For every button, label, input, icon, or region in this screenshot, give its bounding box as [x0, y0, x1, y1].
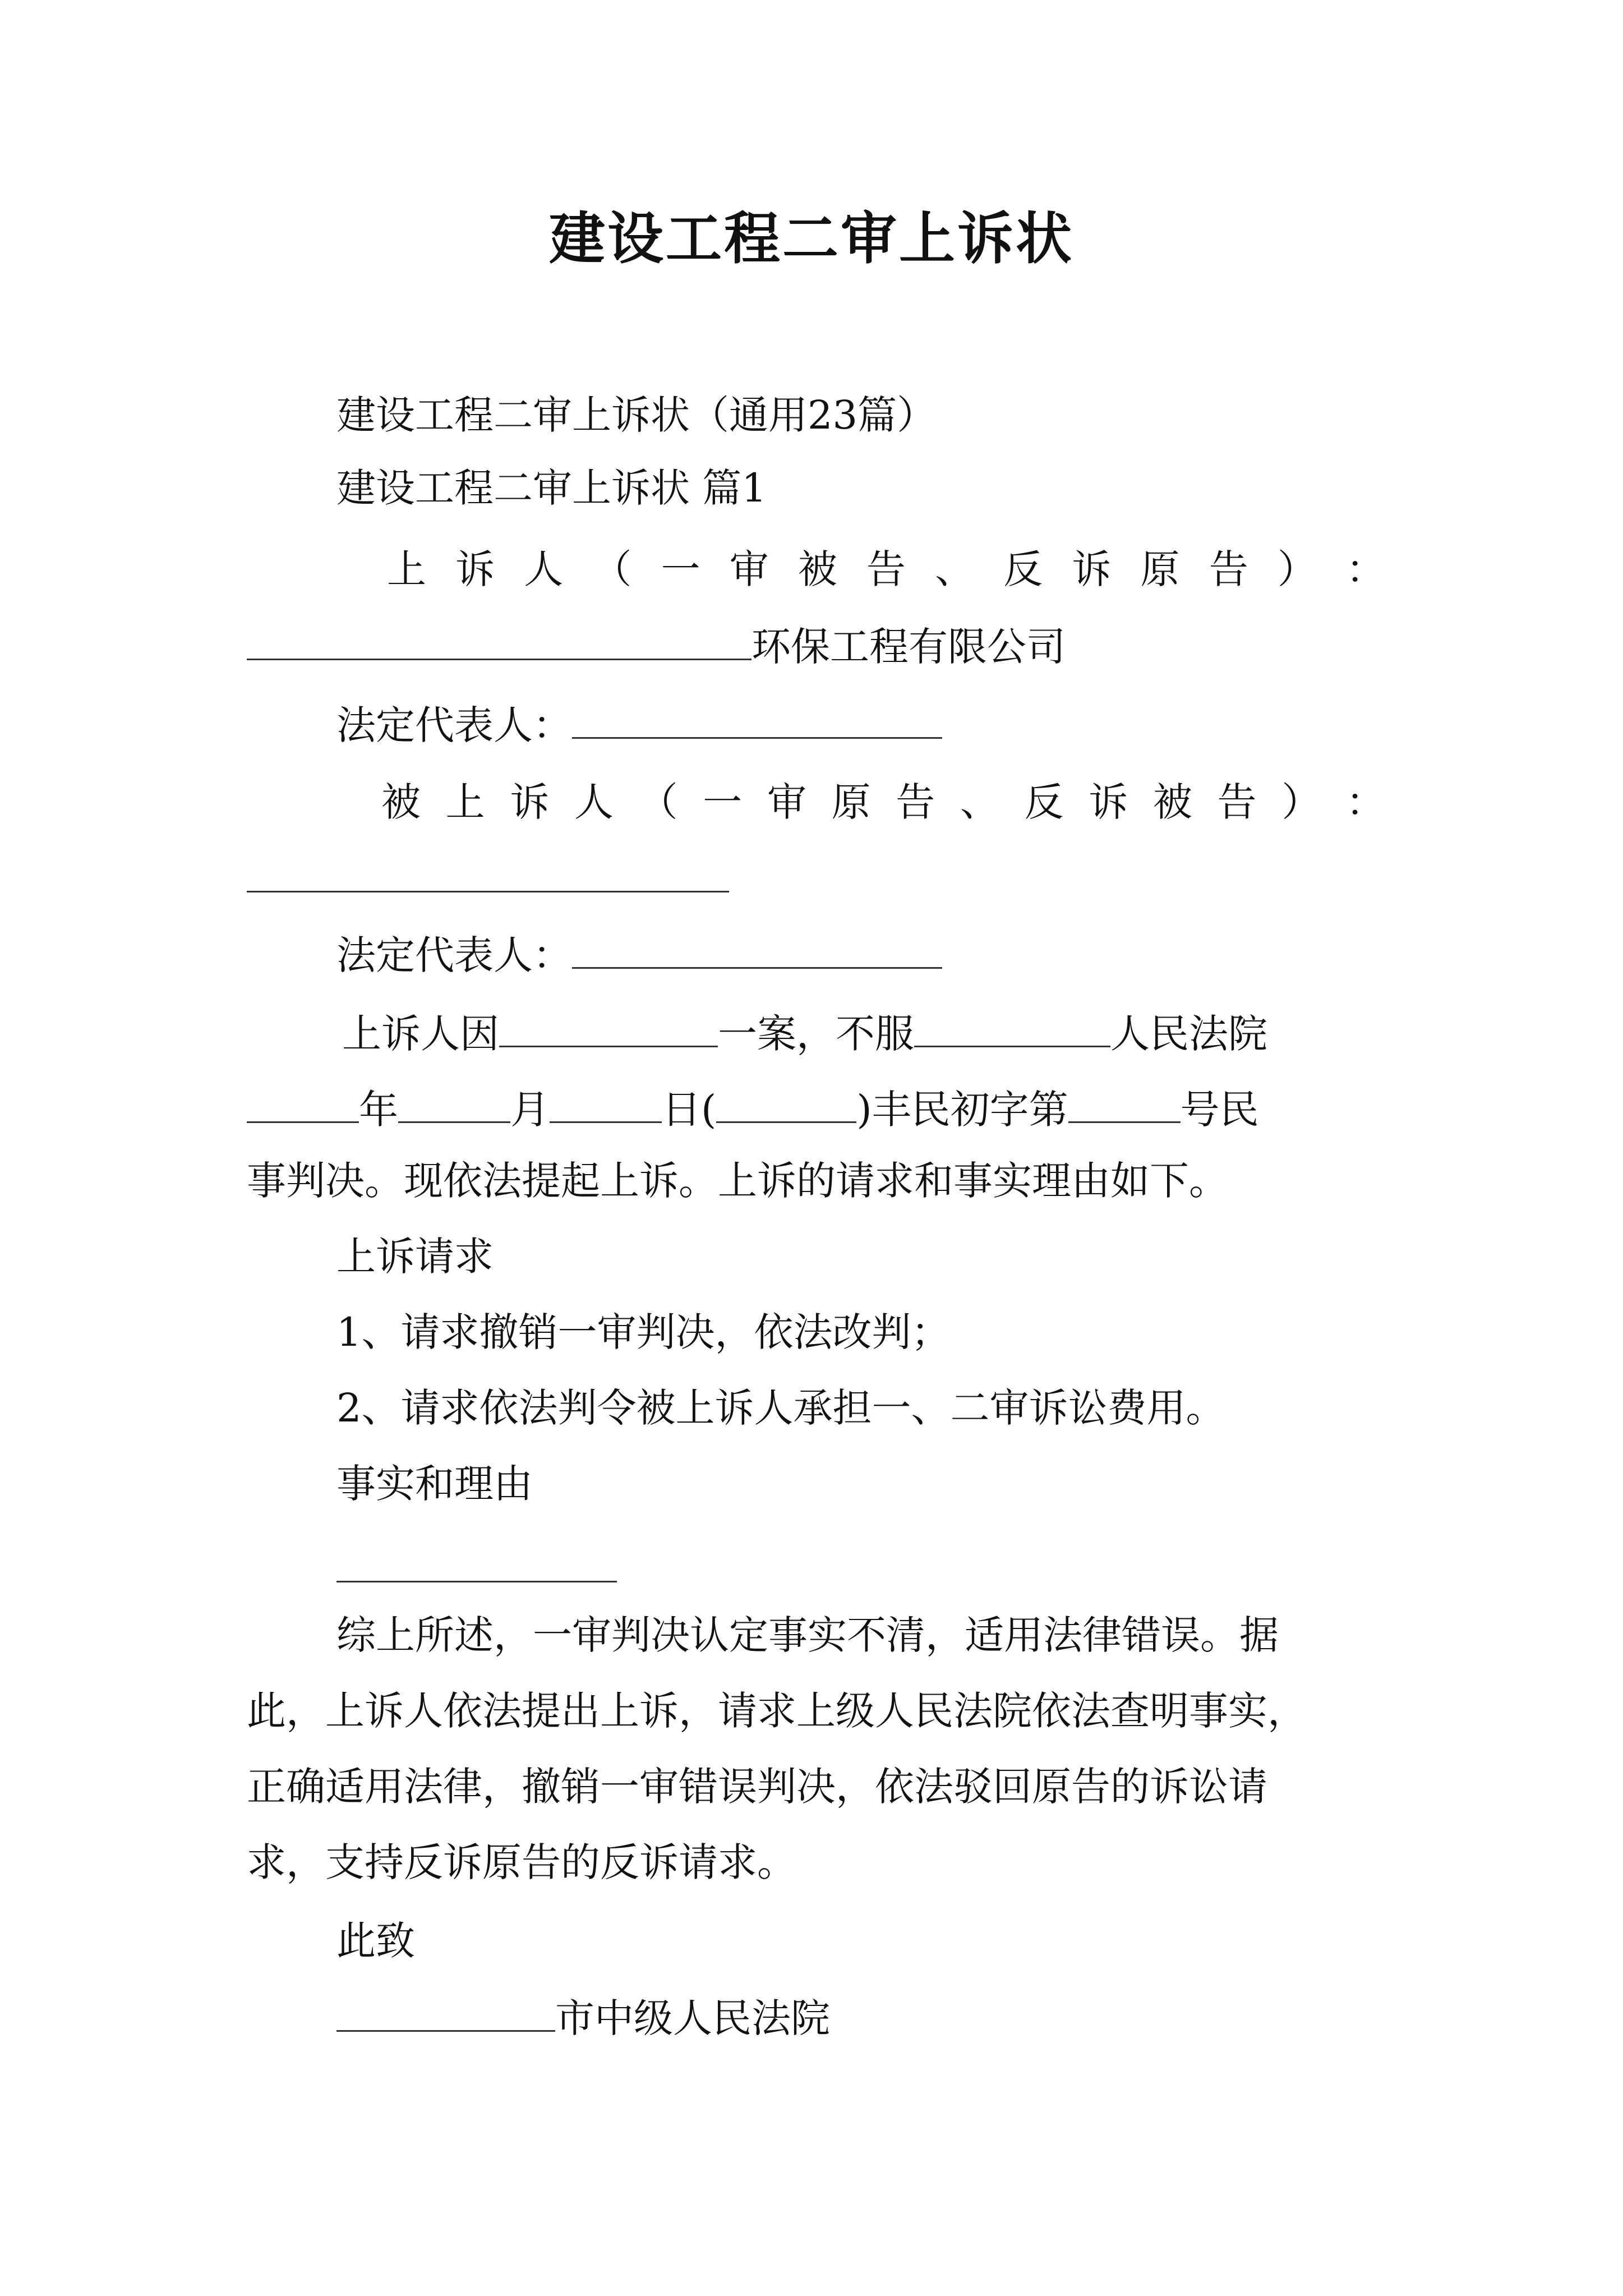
case-number-blank: [1068, 1080, 1181, 1123]
para1-text: )丰民初字第: [856, 1087, 1068, 1133]
case-blank: [499, 1004, 718, 1047]
paragraph-1-line-2: [247, 1080, 1259, 1138]
appellant-label: [387, 541, 1385, 597]
appellant-label-char: （: [592, 546, 632, 592]
appellee-label-char: 告: [896, 779, 935, 825]
appellee-label-char: 审: [767, 779, 806, 825]
appellant-label-char: 诉: [455, 546, 495, 592]
appellant-label-char: 、: [935, 546, 975, 592]
conclusion-line-2: 此，上诉人依法提出上诉，请求上级人民法院依法查明事实，: [247, 1688, 1307, 1734]
appellee-label-char: 诉: [1089, 779, 1128, 825]
appellant-label-char: 被: [797, 546, 837, 592]
appellant-line: [247, 617, 1066, 675]
appellee-label-char: （: [638, 779, 678, 825]
legal-rep-label: 法定代表人：: [336, 932, 572, 978]
appellee-label-char: 上: [445, 779, 485, 825]
para1-text: 号民: [1180, 1087, 1259, 1133]
appellant-label-char: 审: [729, 546, 769, 592]
paragraph-1-line-1: [342, 1004, 1267, 1062]
day-blank: [550, 1080, 662, 1123]
request-item-2: 2、请求依法判令被上诉人承担一、二审诉讼费用。: [336, 1385, 1225, 1431]
legal-rep-blank: [572, 696, 942, 739]
appellant-name-blank: [247, 617, 751, 660]
facts-heading: 事实和理由: [336, 1461, 533, 1507]
appellee-label-char: 人: [574, 779, 614, 825]
closing-salutation: 此致: [336, 1918, 415, 1964]
appellant-label-char: ：: [1345, 546, 1385, 592]
year-code-blank: [716, 1080, 856, 1123]
legal-rep-label: 法定代表人：: [336, 702, 572, 748]
appellee-label-char: 反: [1024, 779, 1064, 825]
year-blank: [247, 1080, 359, 1123]
appellant-label-char: 诉: [1072, 546, 1112, 592]
facts-blank: [336, 1581, 617, 1582]
court-name: 市中级人民法院: [555, 1995, 830, 2041]
appellant-company: 环保工程有限公司: [751, 624, 1066, 670]
court-blank: [914, 1004, 1110, 1047]
appellee-label-char: ）: [1281, 779, 1321, 825]
city-blank: [336, 1989, 555, 2032]
appellee-label-char: 原: [831, 779, 871, 825]
appellant-label-char: 反: [1003, 546, 1043, 592]
para1-text: 年: [359, 1087, 398, 1133]
document-subtitle: 建设工程二审上诉状（通用23篇）: [336, 392, 937, 438]
appellee-label-char: 被: [1152, 779, 1192, 825]
appellee-label-char: 告: [1217, 779, 1257, 825]
appellee-label-char: 诉: [510, 779, 550, 825]
appellant-label-char: 告: [1209, 546, 1248, 592]
appellant-label-char: 原: [1140, 546, 1180, 592]
requests-heading: 上诉请求: [336, 1234, 494, 1280]
appellee-legal-rep: [336, 926, 942, 983]
appellant-label-char: 告: [866, 546, 906, 592]
appellee-label-char: 一: [703, 779, 743, 825]
appellee-name-blank: [247, 891, 729, 892]
appellee-label-char: ：: [1345, 779, 1385, 825]
document-title: 建设工程二审上诉状: [549, 205, 1074, 272]
appellant-legal-rep: [336, 696, 942, 753]
para1-text: 一案，不服: [718, 1011, 914, 1057]
legal-rep-blank: [572, 926, 942, 969]
conclusion-line-4: 求，支持反诉原告的反诉请求。: [247, 1839, 796, 1885]
appellant-label-char: 上: [387, 546, 426, 592]
month-blank: [398, 1080, 510, 1123]
para1-text: 日(: [662, 1087, 717, 1133]
para1-text: 人民法院: [1110, 1011, 1267, 1057]
section-heading: 建设工程二审上诉状 篇1: [336, 465, 767, 511]
appellee-label-char: 被: [381, 779, 421, 825]
appellant-label-char: 人: [524, 546, 564, 592]
appellant-label-char: 一: [661, 546, 700, 592]
paragraph-1-line-3: 事判决。现依法提起上诉。上诉的请求和事实理由如下。: [247, 1158, 1228, 1204]
appellee-label-char: 、: [960, 779, 999, 825]
conclusion-line-1: 综上所述，一审判决认定事实不清，适用法律错误。据: [336, 1612, 1279, 1658]
appellant-label-char: ）: [1277, 546, 1317, 592]
appellee-label: [381, 774, 1385, 830]
court-line: [336, 1989, 830, 2046]
para1-text: 月: [510, 1087, 550, 1133]
para1-text: 上诉人因: [342, 1011, 499, 1057]
request-item-1: 1、请求撤销一审判决，依法改判；: [336, 1309, 951, 1355]
conclusion-line-3: 正确适用法律，撤销一审错误判决，依法驳回原告的诉讼请: [247, 1764, 1267, 1810]
